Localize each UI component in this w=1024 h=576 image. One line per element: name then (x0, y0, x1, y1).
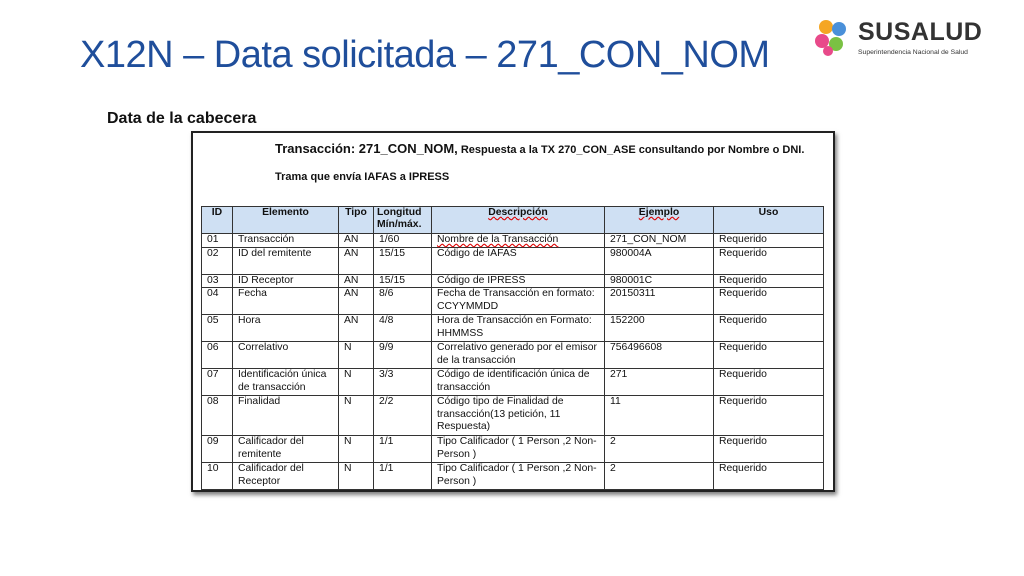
cell-longitud: 9/9 (374, 342, 432, 369)
cell-tipo: AN (339, 288, 374, 315)
cell-descripcion: Tipo Calificador ( 1 Person ,2 Non-Person ) (432, 463, 605, 490)
cell-elemento: Calificador del Receptor (233, 463, 339, 490)
cell-tipo: N (339, 342, 374, 369)
cell-elemento: Calificador del remitente (233, 436, 339, 463)
cell-descripcion: Correlativo generado por el emisor de la transacción (432, 342, 605, 369)
cell-uso: Requerido (714, 315, 824, 342)
cell-tipo: N (339, 369, 374, 396)
cell-id: 02 (202, 247, 233, 274)
cell-id: 05 (202, 315, 233, 342)
table-row (202, 342, 824, 369)
table-row (202, 463, 824, 490)
col-header-ejemplo: Ejemplo (605, 207, 714, 234)
col-header-id: ID (202, 207, 233, 234)
cell-uso: Requerido (714, 274, 824, 288)
cell-ejemplo: 271 (605, 369, 714, 396)
cell-descripcion: Código tipo de Finalidad de transacción(13 petición, 11 Respuesta) (432, 396, 605, 436)
cell-tipo: AN (339, 247, 374, 274)
cell-id: 09 (202, 436, 233, 463)
slide-title: X12N – Data solicitada – 271_CON_NOM (80, 34, 770, 76)
cell-ejemplo: 2 (605, 463, 714, 490)
cell-elemento: Hora (233, 315, 339, 342)
table-row (202, 436, 824, 463)
col-header-descripcion: Descripción (432, 207, 605, 234)
cell-ejemplo: 271_CON_NOM (605, 234, 714, 248)
cell-uso: Requerido (714, 288, 824, 315)
cell-tipo: N (339, 436, 374, 463)
cell-longitud: 1/1 (374, 436, 432, 463)
cell-elemento: Fecha (233, 288, 339, 315)
cell-id: 03 (202, 274, 233, 288)
cell-ejemplo: 11 (605, 396, 714, 436)
cell-id: 10 (202, 463, 233, 490)
cell-id: 04 (202, 288, 233, 315)
cell-elemento: Correlativo (233, 342, 339, 369)
table-header-row (202, 207, 824, 234)
cell-descripcion: Código de IPRESS (432, 274, 605, 288)
logo-mark-icon (812, 18, 852, 58)
cell-id: 07 (202, 369, 233, 396)
cell-elemento: Identificación única de transacción (233, 369, 339, 396)
cell-uso: Requerido (714, 247, 824, 274)
cell-ejemplo: 20150311 (605, 288, 714, 315)
table-row (202, 247, 824, 274)
logo-name: SUSALUD (858, 18, 983, 46)
cell-longitud: 2/2 (374, 396, 432, 436)
cell-longitud: 1/60 (374, 234, 432, 248)
cell-uso: Requerido (714, 342, 824, 369)
section-subtitle: Data de la cabecera (107, 110, 257, 127)
cell-uso: Requerido (714, 234, 824, 248)
cell-elemento: Finalidad (233, 396, 339, 436)
col-header-elemento: Elemento (233, 207, 339, 234)
cell-uso: Requerido (714, 369, 824, 396)
cell-longitud: 3/3 (374, 369, 432, 396)
cell-longitud: 4/8 (374, 315, 432, 342)
table-row (202, 315, 824, 342)
cell-ejemplo: 980001C (605, 274, 714, 288)
cell-descripcion: Tipo Calificador ( 1 Person ,2 Non-Person ) (432, 436, 605, 463)
col-header-tipo: Tipo (339, 207, 374, 234)
table-row (202, 234, 824, 248)
cell-elemento: Transacción (233, 234, 339, 248)
cell-tipo: AN (339, 315, 374, 342)
cell-descripcion: Fecha de Transacción en formato: CCYYMMDD (432, 288, 605, 315)
cell-descripcion: Código de identificación única de transacción (432, 369, 605, 396)
cell-longitud: 15/15 (374, 274, 432, 288)
cell-tipo: AN (339, 274, 374, 288)
cell-tipo: N (339, 463, 374, 490)
table-row (202, 369, 824, 396)
cell-descripcion: Código de IAFAS (432, 247, 605, 274)
cell-ejemplo: 756496608 (605, 342, 714, 369)
cell-tipo: N (339, 396, 374, 436)
cell-longitud: 15/15 (374, 247, 432, 274)
table-row (202, 274, 824, 288)
cell-elemento: ID del remitente (233, 247, 339, 274)
logo-tagline: Superintendencia Nacional de Salud (858, 49, 968, 56)
transaction-description: Respuesta a la TX 270_CON_ASE consultando por Nombre o DNI. (460, 144, 805, 156)
transaction-label: Transacción: 271_CON_NOM, (275, 141, 458, 156)
cell-descripcion: Hora de Transacción en Formato: HHMMSS (432, 315, 605, 342)
document-screenshot (191, 131, 835, 492)
col-header-longitud: Longitud Mín/máx. (374, 207, 432, 234)
cell-uso: Requerido (714, 436, 824, 463)
cell-uso: Requerido (714, 463, 824, 490)
cell-id: 06 (202, 342, 233, 369)
cell-ejemplo: 152200 (605, 315, 714, 342)
table-row (202, 396, 824, 436)
col-header-uso: Uso (714, 207, 824, 234)
susalud-logo (812, 18, 1002, 60)
cell-ejemplo: 2 (605, 436, 714, 463)
cell-descripcion: Nombre de la Transacción (432, 234, 605, 248)
spec-table (201, 206, 824, 490)
cell-longitud: 8/6 (374, 288, 432, 315)
cell-id: 01 (202, 234, 233, 248)
trama-text: Trama que envía IAFAS a IPRESS (275, 171, 450, 183)
table-row (202, 288, 824, 315)
cell-id: 08 (202, 396, 233, 436)
cell-ejemplo: 980004A (605, 247, 714, 274)
cell-tipo: AN (339, 234, 374, 248)
cell-longitud: 1/1 (374, 463, 432, 490)
cell-uso: Requerido (714, 396, 824, 436)
cell-elemento: ID Receptor (233, 274, 339, 288)
document-header (275, 142, 805, 184)
